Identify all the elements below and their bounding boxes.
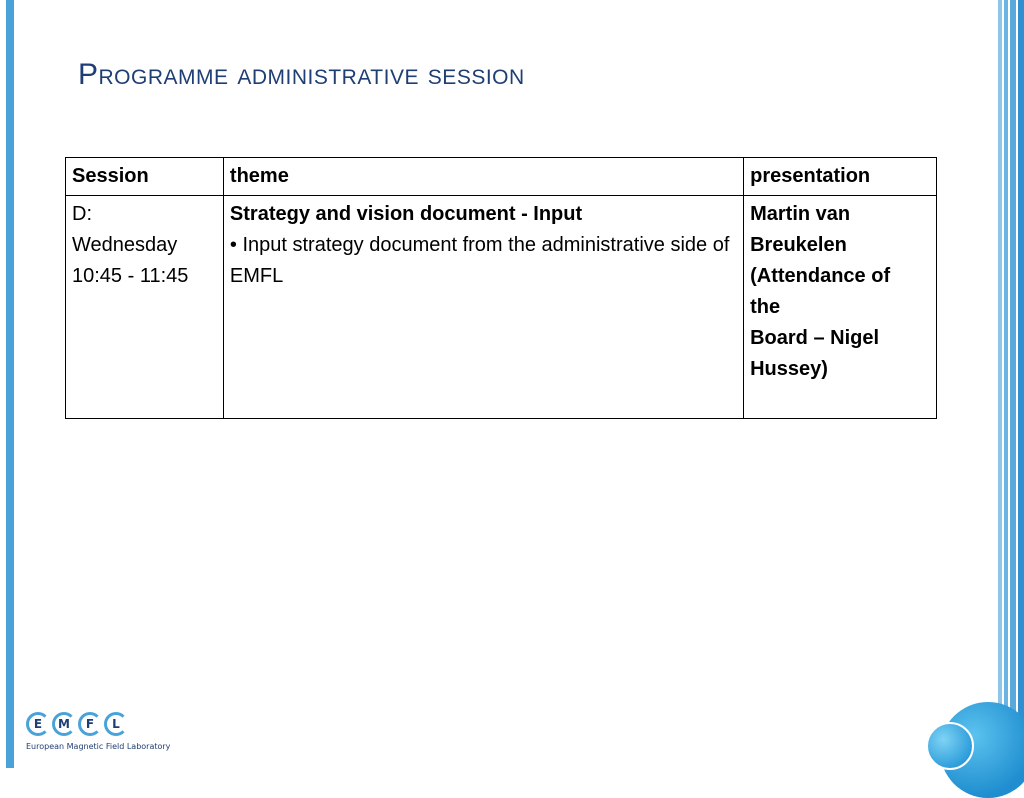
presenter-line-1: Martin van (750, 203, 851, 225)
session-label: D: (72, 203, 92, 225)
left-accent-bar (6, 0, 14, 768)
theme-title: Strategy and vision document - Input (229, 203, 583, 225)
emfl-logo (26, 712, 186, 760)
presenter-line-2: Breukelen (750, 234, 847, 256)
logo-letter-e: E (26, 712, 50, 736)
session-time: 10:45 - 11:45 (72, 265, 189, 287)
session-day: Wednesday (72, 234, 178, 256)
logo-subtitle: European Magnetic Field Laboratory (26, 742, 171, 751)
theme-bullet: • Input strategy document from the administrative side of EMFL (229, 234, 730, 287)
header-theme: theme (223, 158, 743, 196)
logo-letter-f: F (78, 712, 102, 736)
presenter-line-6: Hussey) (750, 358, 828, 380)
programme-table (65, 157, 937, 419)
cell-presentation (744, 196, 937, 419)
right-decorative-stripes (996, 0, 1024, 768)
slide-title: Programme administrative session (78, 58, 525, 91)
logo-letter-l: L (104, 712, 128, 736)
decorative-circle-small (926, 722, 974, 770)
logo-letter-m: M (52, 712, 76, 736)
header-presentation: presentation (744, 158, 937, 196)
table-row (66, 196, 937, 419)
cell-session (66, 196, 224, 419)
presenter-line-5: Board – Nigel (750, 327, 880, 349)
presenter-line-3: (Attendance of (750, 265, 891, 287)
cell-theme (223, 196, 743, 419)
logo-letters (26, 712, 186, 736)
header-session: Session (66, 158, 224, 196)
table-header-row (66, 158, 937, 196)
presenter-line-4: the (750, 296, 781, 318)
